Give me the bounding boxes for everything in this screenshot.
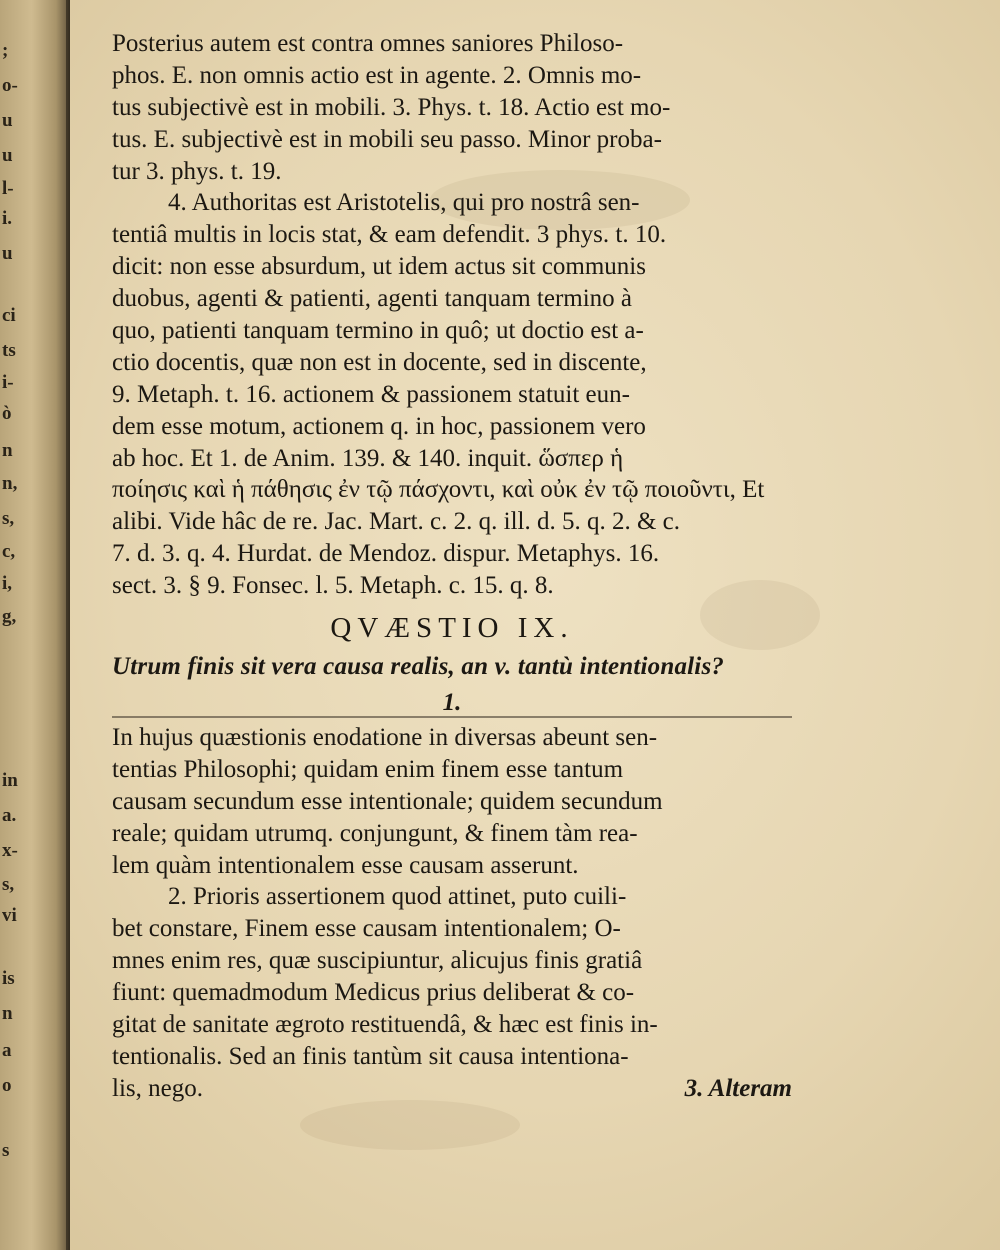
prev-page-fragment: s — [2, 1140, 10, 1161]
text-line: bet constare, Finem esse causam intentionalem; O- — [112, 915, 621, 943]
prev-page-fragment: u — [2, 243, 13, 264]
prev-page-fragment: i. — [2, 208, 13, 229]
text-line: tentionalis. Sed an finis tantùm sit causa intentiona- — [112, 1042, 629, 1070]
prev-page-fragment: c, — [2, 541, 16, 562]
text-line: dem esse motum, actionem q. in hoc, passionem vero — [112, 412, 646, 440]
prev-page-fragment: i, — [2, 573, 13, 594]
prev-page-fragment: o — [2, 1075, 12, 1096]
prev-page-fragment: s, — [2, 508, 15, 529]
catchword: 3. Alteram — [684, 1074, 792, 1102]
prev-page-fragment: ò — [2, 403, 12, 424]
paragraph-bottom — [112, 722, 792, 1105]
prev-page-fragment: g, — [2, 606, 17, 627]
paragraph-top — [112, 28, 792, 602]
text-line: ctio docentis, quæ non est in docente, sed in discente, — [112, 348, 647, 376]
text-line: gitat de sanitate ægroto restituendâ, & hæc est finis in- — [112, 1011, 658, 1039]
text-line: 2. Prioris assertionem quod attinet, puto cuili- — [168, 883, 627, 911]
text-line: duobus, agenti & patienti, agenti tanquam termino à — [112, 285, 633, 313]
text-line: dicit: non esse absurdum, ut idem actus sit communis — [112, 253, 646, 281]
text-line: lem quàm intentionalem esse causam asserunt. — [112, 851, 579, 879]
prev-page-fragment: i- — [2, 372, 14, 393]
prev-page-fragment: ci — [2, 305, 16, 326]
section-rule — [112, 716, 792, 718]
text-line: tus subjectivè est in mobili. 3. Phys. t. 18. Actio est mo- — [112, 93, 671, 121]
main-text — [112, 28, 792, 1137]
prev-page-fragment: u — [2, 145, 13, 166]
question-heading: QVÆSTIO IX. — [330, 612, 574, 645]
text-line: 4. Authoritas est Aristotelis, qui pro nostrâ sen- — [168, 189, 640, 217]
text-line: 9. Metaph. t. 16. actionem & passionem statuit eun- — [112, 380, 630, 408]
prev-page-fragment: s, — [2, 874, 15, 895]
text-line: phos. E. non omnis actio est in agente. 2. Omnis mo- — [112, 61, 642, 89]
prev-page-fragment: n, — [2, 473, 18, 494]
question-subtitle: Utrum finis sit vera causa realis, an v. tantù intentionalis? — [112, 653, 725, 681]
prev-page-fragment: n — [2, 1003, 13, 1024]
prev-page-fragment: is — [2, 968, 15, 989]
text-line: mnes enim res, quæ suscipiuntur, alicujus finis gratiâ — [112, 947, 643, 975]
text-line: ποίησις καὶ ἡ πάθησις ἐν τῷ πάσχοντι, καὶ οὐκ ἐν τῷ ποιοῦντι, Et — [112, 476, 765, 504]
prev-page-fragment: vi — [2, 905, 17, 926]
prev-page-fragment: ; — [2, 40, 9, 61]
prev-page-fragment: ts — [2, 340, 16, 361]
prev-page-fragment: l- — [2, 178, 14, 199]
section-number-label: 1. — [442, 689, 462, 717]
text-line: reale; quidam utrumq. conjungunt, & finem tàm rea- — [112, 819, 638, 847]
prev-page-fragment: a — [2, 1040, 12, 1061]
gutter-fold — [66, 0, 70, 1250]
text-line: lis, nego. — [112, 1074, 203, 1102]
prev-page-fragment: in — [2, 770, 18, 791]
prev-page-fragment: a. — [2, 805, 17, 826]
text-line: tus. E. subjectivè est in mobili seu passo. Minor proba- — [112, 125, 662, 153]
prev-page-fragment: n — [2, 440, 13, 461]
text-line: tentias Philosophi; quidam enim finem esse tantum — [112, 755, 624, 783]
text-line: quo, patienti tanquam termino in quô; ut doctio est a- — [112, 317, 644, 345]
text-line: 7. d. 3. q. 4. Hurdat. de Mendoz. dispur. Metaphys. 16. — [112, 540, 660, 568]
text-line: tentiâ multis in locis stat, & eam defendit. 3 phys. t. 10. — [112, 221, 667, 249]
prev-page-fragment: x- — [2, 840, 18, 861]
prev-page-fragment: u — [2, 110, 13, 131]
text-line: ab hoc. Et 1. de Anim. 139. & 140. inquit. ὥσπερ ἡ — [112, 444, 624, 472]
text-line: In hujus quæstionis enodatione in diversas abeunt sen- — [112, 724, 658, 752]
section-number — [112, 684, 792, 722]
previous-page-fragments — [0, 0, 40, 1250]
text-line: sect. 3. § 9. Fonsec. l. 5. Metaph. c. 15. q. 8. — [112, 572, 554, 600]
text-line: fiunt: quemadmodum Medicus prius deliberat & co- — [112, 979, 635, 1007]
text-line: tur 3. phys. t. 19. — [112, 157, 282, 185]
text-line: alibi. Vide hâc de re. Jac. Mart. c. 2. q. ill. d. 5. q. 2. & c. — [112, 508, 681, 536]
text-line: causam secundum esse intentionale; quidem secundum — [112, 787, 663, 815]
text-line: Posterius autem est contra omnes saniores Philoso- — [112, 30, 624, 57]
prev-page-fragment: o- — [2, 75, 18, 96]
